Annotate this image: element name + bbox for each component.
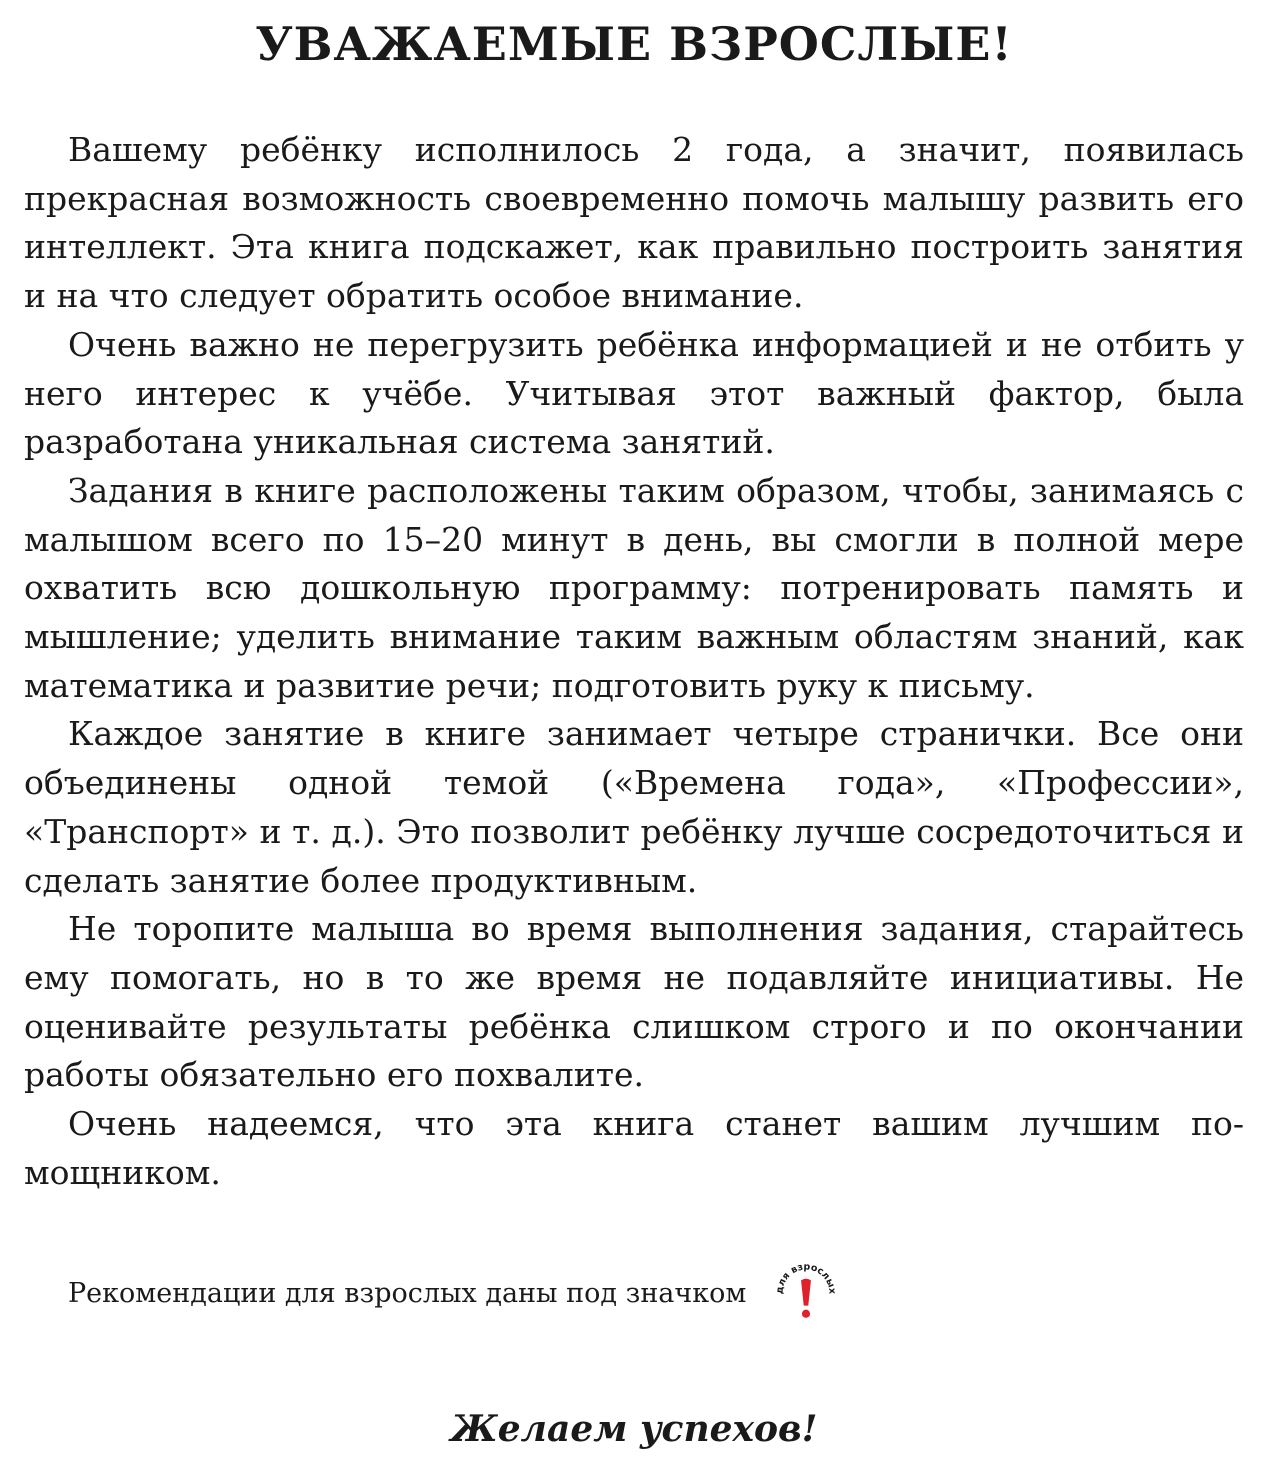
paragraph-5: Не торопите малыша во время выполнения задания, старайтесь ему помогать, но в то же время не подавляйте инициативы. Не оценивайте результаты ребёнка слишком строго и по окончании работы обязательно его похвалите. <box>24 909 1244 1095</box>
paragraph-3: Задания в книге расположены таким образом, чтобы, занимаясь с малышом всего по 15–20 минут в день, вы смогли в полной мере охватить всю дошкольную программу: потренировать память и мышление; уделить внимание таким важным областям знаний, как математика и развитие речи; подготовить руку к письму. <box>24 470 1244 705</box>
page-title: УВАЖАЕМЫЕ ВЗРОСЛЫЕ! <box>255 17 1013 71</box>
badge-arc-text: для взрослых <box>774 1261 838 1295</box>
exclamation-badge-icon <box>770 1257 842 1329</box>
paragraph-6: Очень надеемся, что эта книга станет вашим лучшим помощником. <box>24 1104 1244 1192</box>
badge-exclamation-bar <box>801 1279 811 1306</box>
paragraph-2: Очень важно не перегрузить ребёнка информацией и не отбить у него интерес к учёбе. Учитывая этот важный фактор, была разработана уникальная система занятий. <box>24 324 1244 462</box>
adult-note <box>68 1261 842 1316</box>
body-text <box>24 126 1244 1197</box>
closing-wish: Желаем успехов! <box>450 1408 818 1450</box>
badge-exclamation-dot <box>802 1310 810 1318</box>
page <box>24 0 1244 1478</box>
paragraph-4: Каждое занятие в книге занимает четыре странички. Все они объединены одной темой («Времена года», «Профессии», «Транспорт» и т. д.). Это позволит ребёнку лучше сосредоточиться и сделать занятие более продуктивным. <box>24 714 1244 900</box>
adult-note-text: Рекомендации для взрослых даны под значком <box>68 1277 747 1309</box>
paragraph-1: Вашему ребёнку исполнилось 2 года, а значит, появилась прекрасная возможность своевременно помочь малышу развить его интеллект. Эта книга подскажет, как правильно построить занятия и на что следует обратить особое внимание. <box>24 130 1244 316</box>
